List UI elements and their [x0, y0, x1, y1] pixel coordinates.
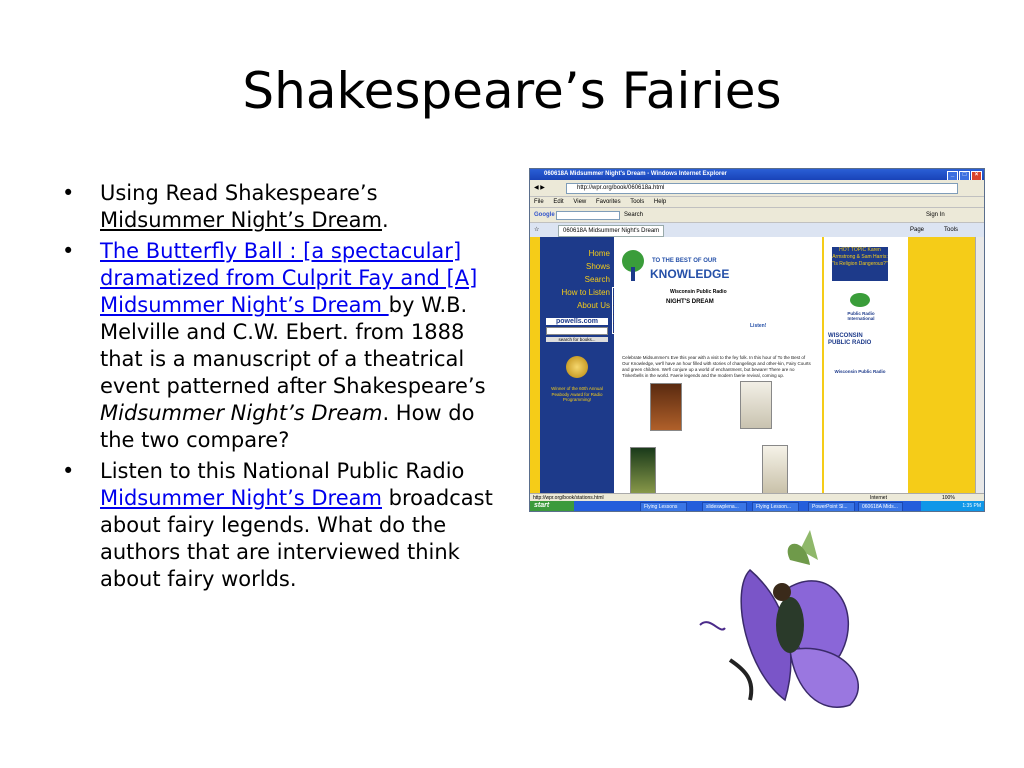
book-cover-3[interactable]: [630, 447, 656, 495]
fairy-clipart-icon: [690, 530, 890, 720]
book-cover-4[interactable]: [762, 445, 788, 495]
url-field[interactable]: http://wpr.org/book/060618a.html: [566, 183, 958, 194]
bullet-2-end: . How do the two compare?: [100, 401, 475, 452]
nav-home[interactable]: Home: [588, 249, 610, 258]
search-books-button[interactable]: search for books...: [546, 337, 608, 342]
menu-bar: [530, 196, 984, 207]
nav-about-us[interactable]: About Us: [577, 301, 610, 310]
tab-bar: [530, 222, 984, 237]
status-url: http://wpr.org/book/stations.html: [533, 495, 604, 501]
bullet-1-title: Midsummer Night’s Dream: [100, 208, 382, 232]
book-cover-1[interactable]: [650, 383, 682, 431]
page-menu[interactable]: Page: [910, 227, 925, 233]
logo-big-text: KNOWLEDGE: [650, 267, 730, 281]
wpr-label[interactable]: Wisconsin Public Radio: [834, 369, 886, 374]
menu-tools[interactable]: Tools: [630, 199, 645, 205]
forward-icon[interactable]: ▶: [540, 185, 545, 191]
browser-screenshot: [529, 168, 985, 512]
taskbar: [530, 501, 984, 511]
clock: 1:35 PM: [962, 503, 981, 509]
slide-title: Shakespeare’s Fairies: [242, 62, 782, 120]
address-bar: [530, 180, 984, 196]
episode-title: NIGHT'S DREAM: [666, 299, 714, 305]
bullet-1-end: .: [381, 208, 389, 232]
taskbar-item-5[interactable]: 060618A Mids...: [858, 502, 903, 512]
bullet-item-1: [62, 180, 494, 234]
taskbar-item-1[interactable]: Flying Lessons: [640, 502, 687, 512]
tree-icon: [618, 249, 648, 283]
window-title: 060618A Midsummer Night's Dream - Windows Internet Explorer: [544, 171, 727, 177]
tools-menu[interactable]: Tools: [944, 227, 959, 233]
scrollbar[interactable]: [975, 237, 985, 493]
bullet-2-text: by W.B. Melville and C.W. Ebert. from 1888 that is a manuscript of a theatrical event patterned after Shakespeare’s: [100, 293, 486, 398]
menu-favorites[interactable]: Favorites: [595, 199, 621, 205]
site-nav: [540, 237, 614, 493]
bullet-item-3: [62, 458, 494, 593]
google-search-input[interactable]: [556, 211, 620, 220]
ttbook-logo: [618, 245, 758, 285]
right-sidebar: [824, 237, 908, 493]
award-text: Winner of the 60th Annual Peabody Award for Radio Programming!: [551, 386, 603, 402]
window-titlebar: [530, 169, 984, 180]
taskbar-item-2[interactable]: slideswplena...: [702, 502, 747, 512]
browser-tab[interactable]: 060618A Midsummer Night's Dream: [558, 225, 664, 237]
google-search-button[interactable]: Search: [624, 212, 644, 218]
powells-search-input[interactable]: [546, 327, 608, 335]
bullet-list: [62, 180, 494, 597]
listen-link[interactable]: Listen!: [750, 323, 767, 329]
menu-help[interactable]: Help: [653, 199, 667, 205]
system-tray: [921, 501, 984, 511]
favorites-star-icon[interactable]: ☆: [534, 227, 540, 233]
menu-view[interactable]: View: [573, 199, 587, 205]
bullet-1-text: Using Read Shakespeare’s: [100, 181, 378, 205]
web-page: [530, 237, 975, 493]
hot-topic-box[interactable]: HOT TOPIC Karen Armstrong & Sam Harris: "Is Religion Dangerous?": [832, 247, 888, 281]
sign-in-button[interactable]: Sign In: [926, 212, 945, 218]
nav-shows[interactable]: Shows: [585, 262, 610, 271]
zoom-level[interactable]: 100%: [942, 495, 955, 501]
peabody-medal-icon: [566, 356, 588, 378]
bullet-glyph: •: [62, 459, 75, 483]
nav-how-to-listen[interactable]: How to Listen: [561, 288, 610, 297]
bullet-3-end: broadcast about fairy legends. What do the authors that are interviewed think about fairy worlds.: [100, 486, 493, 591]
nav-search[interactable]: Search: [584, 275, 610, 284]
book-cover-2[interactable]: [740, 381, 772, 429]
taskbar-item-3[interactable]: Flying Lesson...: [752, 502, 799, 512]
menu-file[interactable]: File: [534, 199, 544, 205]
maximize-icon[interactable]: □: [959, 171, 970, 181]
bullet-3-text: Listen to this National Public Radio: [100, 459, 465, 483]
back-icon[interactable]: ◀: [534, 185, 539, 191]
pri-label[interactable]: Public Radio International: [847, 311, 875, 321]
npr-broadcast-link[interactable]: Midsummer Night’s Dream: [100, 486, 382, 510]
google-toolbar: [530, 207, 984, 222]
logo-small-text: TO THE BEST OF OUR: [652, 258, 717, 264]
minimize-icon[interactable]: _: [947, 171, 958, 181]
bullet-glyph: •: [62, 239, 75, 263]
station-name: Wisconsin Public Radio: [670, 289, 727, 295]
wisconsin-logo[interactable]: WISCONSIN PUBLIC RADIO: [828, 333, 872, 346]
bullet-glyph: •: [62, 181, 75, 205]
page-content: [614, 237, 822, 493]
powells-logo[interactable]: powells.com: [546, 318, 608, 325]
butterfly-ball-link[interactable]: The Butterfly Ball : [a spectacular] dramatized from Culprit Fay and [A] Midsummer Night’s Dream: [100, 239, 478, 317]
status-zone: Internet: [870, 495, 887, 501]
menu-edit[interactable]: Edit: [553, 199, 564, 205]
episode-blurb: Celebrate Midsummer's Eve this year with a visit to the fey folk. In this hour of To the Best of Our Knowledge, we'll have an hour filled with stories of changelings and other-kin, Fairy Courts and green children. We'll conjure up a world of enchantment, but beware! There are no Tinkerbells in the world. Faerie legends and the modern faerie revival, coming up.: [622, 355, 811, 378]
pri-globe-icon: [850, 293, 870, 307]
google-label: Google: [534, 212, 555, 218]
start-button[interactable]: start: [530, 501, 574, 511]
taskbar-item-4[interactable]: PowerPoint Sl...: [808, 502, 855, 512]
close-icon[interactable]: ×: [971, 171, 982, 181]
bullet-item-2: [62, 238, 494, 454]
bullet-2-italic: Midsummer Night’s Dream: [100, 401, 383, 425]
